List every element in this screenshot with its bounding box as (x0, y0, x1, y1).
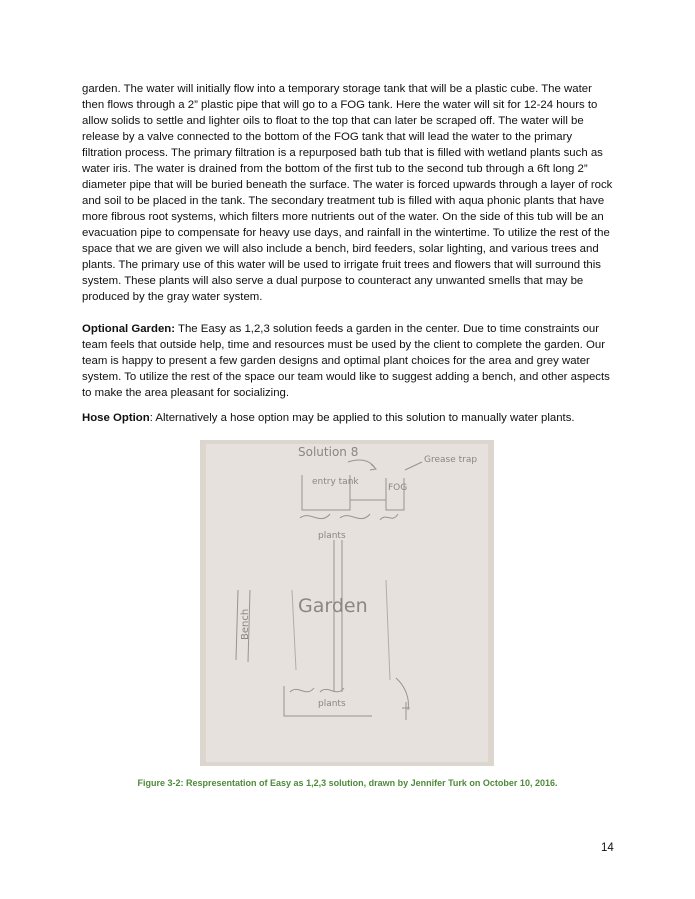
sketch-fog-label: FOG (388, 483, 408, 493)
body-paragraph-hose-option (82, 410, 614, 426)
page-number: 14 (601, 842, 614, 854)
paragraph-2-text: The Easy as 1,2,3 solution feeds a garden in the center. Due to time constraints our team feels that outside help, time and resources must be used by the client to complete the garden. Our team is happy to present a few garden designs and optimal plant choices for the area and grey water system. To utilize the rest of the space our team would like to suggest adding a bench, and other aspects to make the area pleasant for socializing. (82, 323, 610, 399)
sketch-photo (200, 440, 494, 766)
sketch-drawing (200, 440, 494, 766)
sketch-title: Solution 8 (298, 445, 359, 459)
body-paragraph-1 (82, 81, 614, 305)
body-paragraph-optional-garden (82, 321, 614, 401)
sketch-bench-label: Bench (240, 608, 251, 640)
hose-option-heading: Hose Option (82, 412, 150, 424)
paragraph-1-text: garden. The water will initially flow into a temporary storage tank that will be a plastic cube. The water then flows through a 2” plastic pipe that will go to a FOG tank. Here the water will sit for 12-24 hours to allow solids to settle and lighter oils to float to the top that can later be scraped off. The water will be release by a valve connected to the bottom of the FOG tank that will lead the water to the primary filtration process. The primary filtration is a repurposed bath tub that is filled with wetland plants such as water iris. The water is drained from the bottom of the first tub to the second tub through a 6ft long 2” diameter pipe that will be buried beneath the surface. The water is forced upwards through a layer of rock and soil to be placed in the tank. The secondary treatment tub is filled with aqua phonic plants that have more fibrous root systems, which filters more nutrients out of the water. On the side of this tub will be an evacuation pipe to compensate for heavy use days, and rainfall in the wintertime. To utilize the rest of the space that we are given we will also include a bench, bird feeders, solar lighting, and various trees and plants. The primary use of this water will be used to irrigate fruit trees and flowers that will surround this system. These plants will also serve a dual purpose to counteract any unwanted smells that may be produced by the gray water system. (82, 83, 613, 303)
sketch-entry-tank-label: entry tank (312, 477, 359, 487)
optional-garden-heading: Optional Garden: (82, 323, 176, 335)
sketch-grease-trap-label: Grease trap (424, 455, 478, 465)
sketch-garden-label: Garden (298, 595, 368, 617)
paragraph-3-text: : Alternatively a hose option may be applied to this solution to manually water plants. (149, 412, 575, 424)
figure-caption: Figure 3-2: Respresentation of Easy as 1,2,3 solution, drawn by Jennifer Turk on October 10, 2016. (137, 778, 558, 788)
sketch-plants-bottom-label: plants (318, 699, 346, 709)
sketch-plants-top-label: plants (318, 531, 346, 541)
